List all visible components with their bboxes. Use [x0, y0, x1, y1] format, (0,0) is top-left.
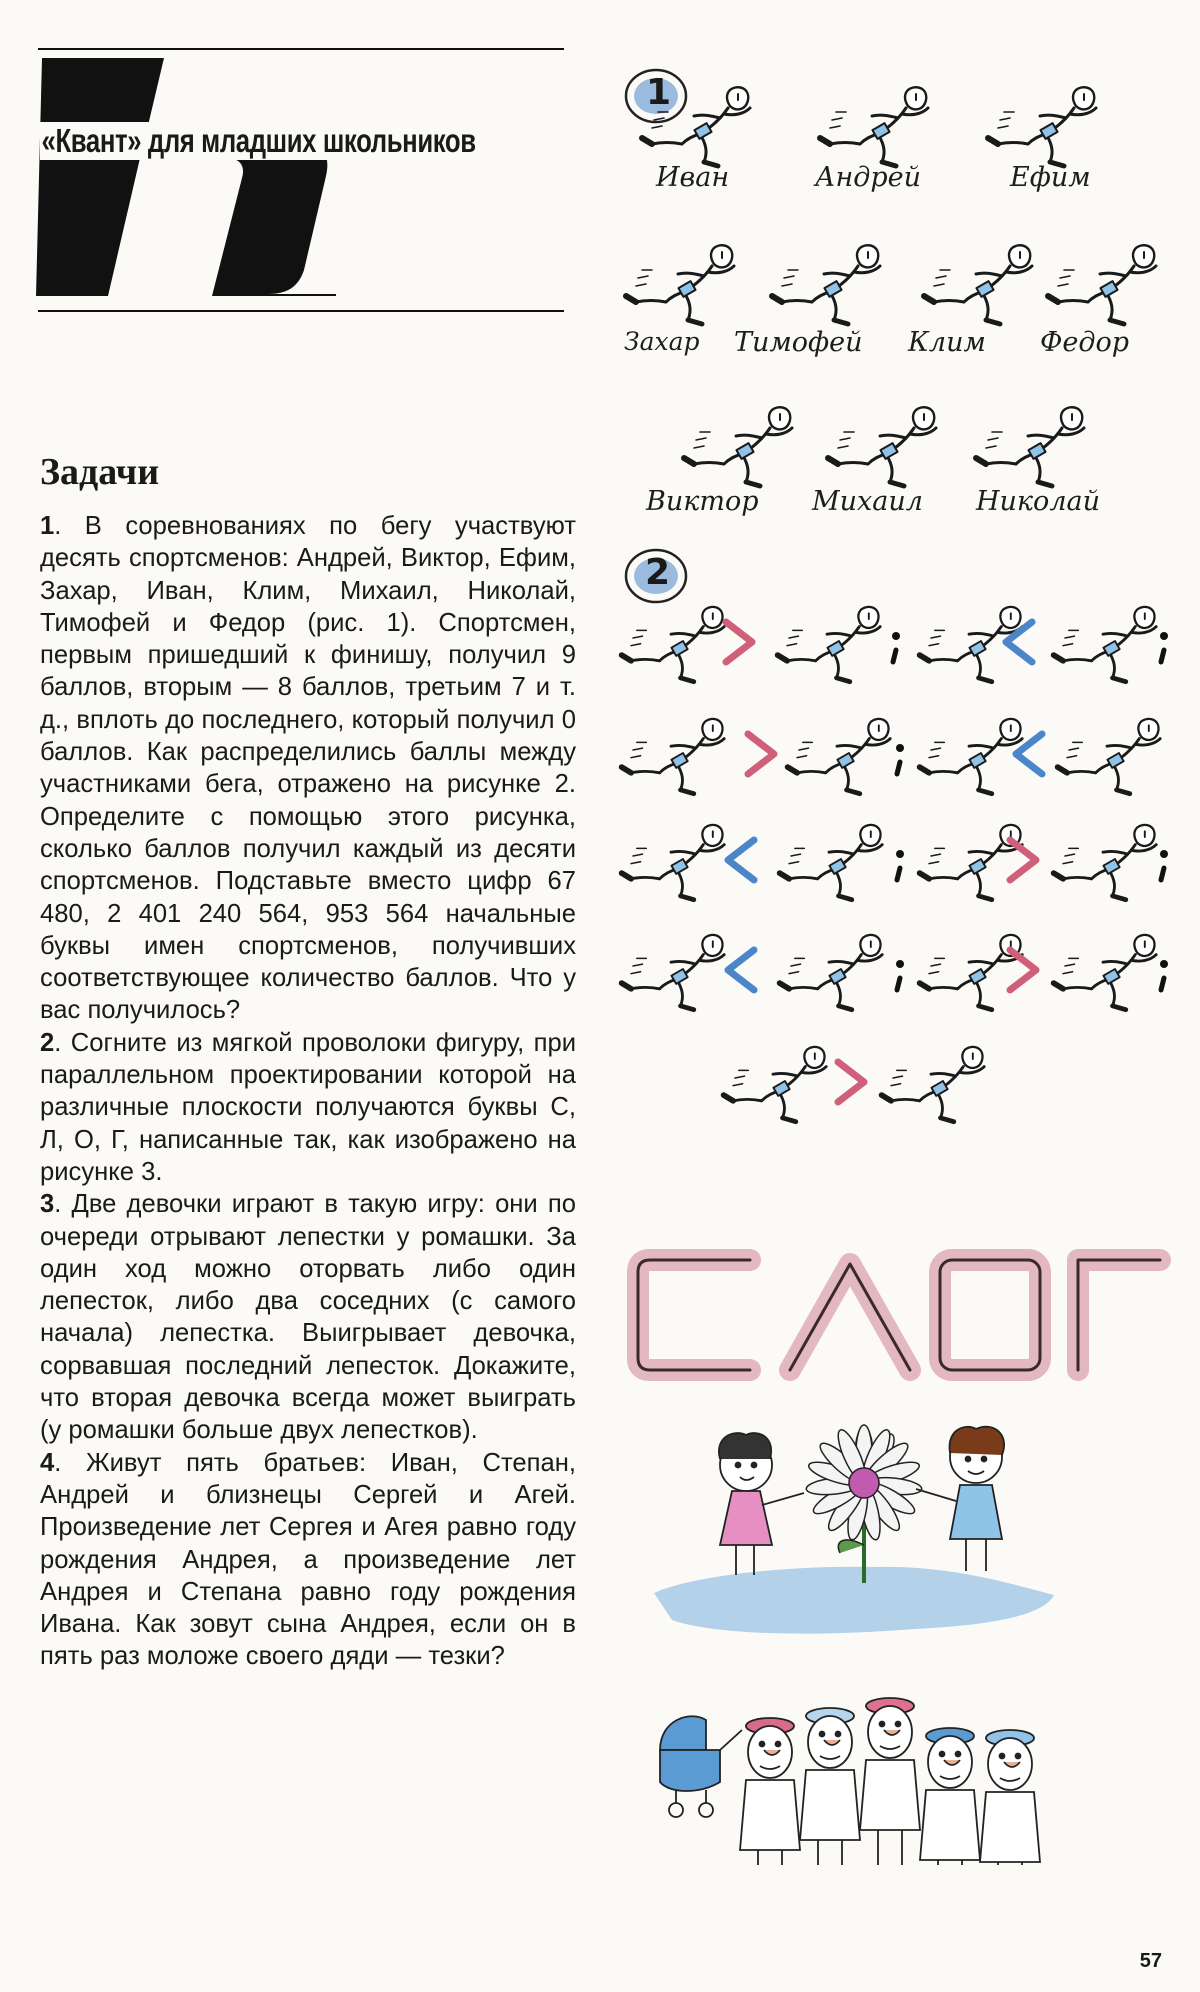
less-than-sign [1000, 614, 1040, 674]
greater-than-sign [832, 1054, 872, 1114]
runner-fig2-r3-1 [614, 818, 738, 908]
runner-fig1-1 [634, 80, 764, 175]
semicolon-sign [880, 614, 920, 674]
less-than-sign [1010, 726, 1050, 786]
runner-fig2-r3-2 [772, 818, 896, 908]
runner-label-efim: Ефим [1010, 162, 1091, 193]
pram-icon [660, 1716, 742, 1817]
greater-than-sign [742, 726, 782, 786]
figure-3-word-slog [630, 1250, 1170, 1380]
runner-label-zahar: Захар [624, 327, 700, 356]
figure-1-number: 1 [646, 72, 672, 113]
semicolon-sign [1148, 614, 1188, 674]
page-heading: Задачи [40, 451, 160, 493]
brother-icon [920, 1728, 980, 1865]
semicolon-sign [884, 726, 924, 786]
runner-fig1-6 [916, 238, 1046, 333]
runner-fig1-3 [980, 80, 1110, 175]
runner-fig1-2 [812, 80, 942, 175]
less-than-sign [722, 832, 762, 892]
runner-fig1-9 [820, 400, 950, 495]
runner-fig1-5 [764, 238, 894, 333]
runner-label-viktor: Виктор [646, 486, 759, 517]
runner-fig2-r5-1 [716, 1040, 840, 1130]
semicolon-sign [1148, 832, 1188, 892]
runner-fig2-r1-2 [770, 600, 894, 690]
page-number: 57 [1139, 1950, 1162, 1972]
runner-fig2-r4-1 [614, 928, 738, 1018]
runner-fig2-r2-4 [1050, 712, 1174, 802]
semicolon-sign [1148, 942, 1188, 1002]
less-than-sign [722, 942, 762, 1002]
greater-than-sign [1004, 832, 1044, 892]
runner-fig2-r4-2 [772, 928, 896, 1018]
runner-fig2-r1-1 [614, 600, 738, 690]
section-title: «Квант» для младших школьников [40, 122, 480, 160]
runner-label-mihail: Михаил [812, 486, 923, 517]
brother-icon [800, 1708, 860, 1865]
runner-fig1-4 [618, 238, 748, 333]
runner-label-ivan: Иван [656, 162, 730, 193]
semicolon-sign [884, 832, 924, 892]
runner-label-klim: Клим [908, 327, 986, 358]
greater-than-sign [720, 614, 760, 674]
header-bottom-rule [38, 310, 564, 312]
runner-fig1-7 [1040, 238, 1170, 333]
logo-letter-p [36, 52, 336, 292]
girl-right-icon [916, 1427, 1004, 1571]
brother-icon [980, 1730, 1040, 1865]
figure-2-number: 2 [645, 552, 671, 593]
semicolon-sign [884, 942, 924, 1002]
problem-1: 1. В соревнованиях по бегу участвуют десять спортсменов: Андрей, Виктор, Ефим, Захар, Иван, Клим, Михаил, Николай, Тимофей и Федор (рис. 1). Спортсмен, первым пришедший к финишу, получил 9 баллов, вторым — 8 баллов, третьим 7 и т. д., вплоть до последнего, который получил 0 баллов. Как распределились баллы между участниками бега, отражено на рисунке 2. Определите с помощью этого рисунка, сколько баллов получил каждый из десяти спортсменов. Подставьте вместо цифр 67 480, 2 401 240 564, 953 564 начальные буквы имен спортсменов, получивших соответствующее количество баллов. Что у вас получилось? [40, 512, 576, 1025]
runner-fig2-r2-1 [614, 712, 738, 802]
runner-label-fedor: Федор [1040, 327, 1130, 358]
problem-4: 4. Живут пять братьев: Иван, Степан, Андрей и близнецы Сергей и Агей. Произведение лет Сергея и Агея равно году рождения Андрея, а произведение лет Андрея и Степана равно году рождения Ивана. Как зовут сына Андрея, если он в пять раз моложе своего дяди — тезки? [40, 1448, 576, 1671]
girl-left-icon [719, 1433, 804, 1575]
runner-fig2-r5-2 [874, 1040, 998, 1130]
brother-icon [860, 1698, 920, 1865]
brother-icon [740, 1718, 800, 1865]
runner-label-timofey: Тимофей [734, 327, 863, 358]
problem-2: 2. Согните из мягкой проволоки фигуру, при параллельном проектировании которой на различные плоскости получаются буквы С, Л, О, Г, написанные так, как изображено на рисунке 3. [40, 1028, 576, 1186]
runner-label-andrey: Андрей [815, 162, 921, 193]
problem-3: 3. Две девочки играют в такую игру: они по очереди отрывают лепестки у ромашки. За один ход можно оторвать либо один лепесток, либо два соседних (с самого начала) лепестка. Выигрывает девочка, сорвавшая последний лепесток. Докажите, что вторая девочка всегда может выиграть (у ромашки больше двух лепестков). [40, 1190, 576, 1445]
runner-fig1-10 [968, 400, 1098, 495]
problems-list [40, 510, 576, 1673]
daisy-icon [805, 1425, 922, 1583]
runner-label-nikolay: Николай [976, 486, 1100, 517]
greater-than-sign [1004, 942, 1044, 1002]
figure-brothers [650, 1690, 1070, 1880]
header-top-rule [38, 48, 564, 50]
runner-fig1-8 [676, 400, 806, 495]
figure-girls-daisy [654, 1415, 1074, 1675]
